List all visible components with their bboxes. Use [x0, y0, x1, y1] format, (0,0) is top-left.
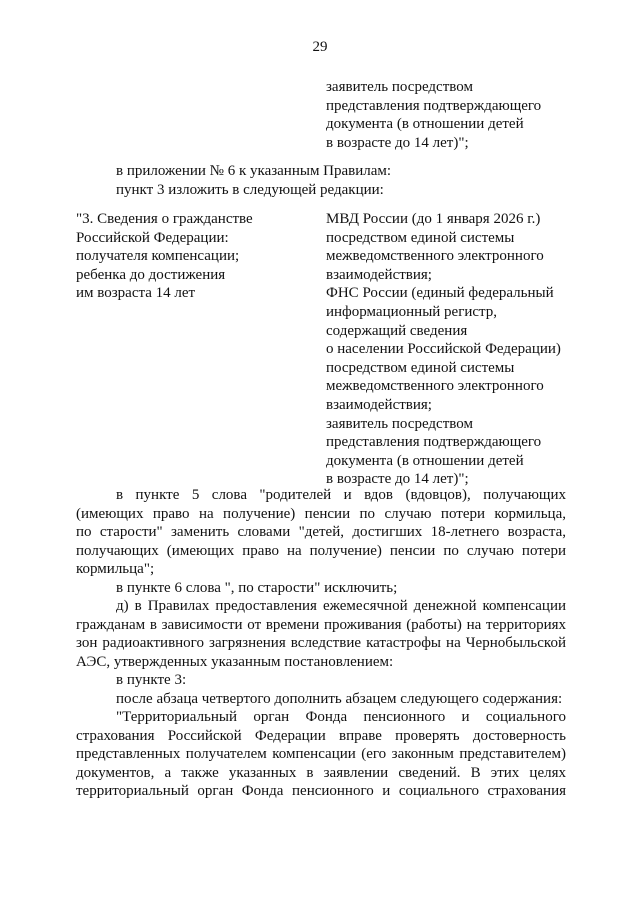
intro-line: пункт 3 изложить в следующей редакции:: [116, 182, 384, 198]
body-line: АЭС, утвержденных указанным постановлением:: [76, 653, 394, 670]
body-line: кормильца";: [76, 561, 155, 577]
body-line: территориальный орган Фонда пенсионного и социального страхования: [76, 783, 566, 799]
body-line: страхования Российской Федерации вправе проверять достоверность: [76, 727, 566, 744]
body-line: (имеющих право на получение) пенсии по случаю потери кормильца,: [76, 505, 566, 522]
text-line: в возрасте до 14 лет)";: [326, 471, 469, 488]
top-continuation-cell: [326, 78, 586, 152]
text-line: МВД России (до 1 января 2026 г.): [326, 211, 541, 227]
body-line: зон радиоактивного загрязнения вследствие катастрофы на Чернобыльской: [76, 635, 566, 651]
body-paragraphs: [76, 486, 566, 801]
intro-line: в приложении № 6 к указанным Правилам:: [116, 163, 392, 179]
text-line: содержащий сведения: [326, 322, 468, 339]
page-number: 29: [312, 39, 328, 55]
text-line: межведомственного электронного: [326, 378, 544, 395]
body-line: после абзаца четвертого дополнить абзацем следующего содержания:: [116, 690, 563, 707]
body-line: в пункте 3:: [116, 672, 187, 688]
text-line: документа (в отношении детей: [326, 116, 524, 133]
text-line: заявитель посредством: [326, 79, 473, 95]
body-line: документов, а также указанных в заявлении сведений. В этих целях: [76, 764, 566, 781]
text-line: взаимодействия;: [326, 266, 432, 283]
table-left-cell: [76, 210, 306, 303]
text-line: Российской Федерации:: [76, 229, 229, 246]
text-line: ФНС России (единый федеральный: [326, 285, 554, 302]
text-line: получателя компенсации;: [76, 248, 240, 265]
text-line: межведомственного электронного: [326, 248, 544, 265]
table-right-cell: [326, 210, 586, 489]
body-line: "Территориальный орган Фонда пенсионного и социального: [116, 709, 566, 725]
body-line: представленных получателем компенсации (его законным представителем): [76, 746, 566, 762]
body-line: д) в Правилах предоставления ежемесячной денежной компенсации: [116, 598, 566, 614]
text-line: "3. Сведения о гражданстве: [76, 211, 253, 227]
body-line: гражданам в зависимости от времени проживания (работы) на территориях: [76, 616, 566, 633]
text-line: представления подтверждающего: [326, 97, 542, 114]
body-line: в пункте 5 слова "родителей и вдов (вдовцов), получающих: [116, 487, 566, 503]
text-line: в возрасте до 14 лет)";: [326, 134, 469, 151]
text-line: ребенка до достижения: [76, 266, 226, 283]
body-line: по старости" заменить словами "детей, достигших 18-летнего возраста,: [76, 524, 566, 540]
text-line: им возраста 14 лет: [76, 285, 196, 302]
text-line: информационный регистр,: [326, 303, 498, 320]
body-line: получающих (имеющих право на получение) пенсии по случаю потери: [76, 542, 566, 559]
text-line: взаимодействия;: [326, 396, 432, 413]
text-line: о населении Российской Федерации): [326, 341, 561, 358]
text-line: посредством единой системы: [326, 359, 515, 376]
text-line: документа (в отношении детей: [326, 452, 524, 469]
text-line: представления подтверждающего: [326, 434, 542, 451]
text-line: заявитель посредством: [326, 415, 473, 432]
body-line: в пункте 6 слова ", по старости" исключить;: [116, 579, 398, 596]
text-line: посредством единой системы: [326, 229, 515, 246]
